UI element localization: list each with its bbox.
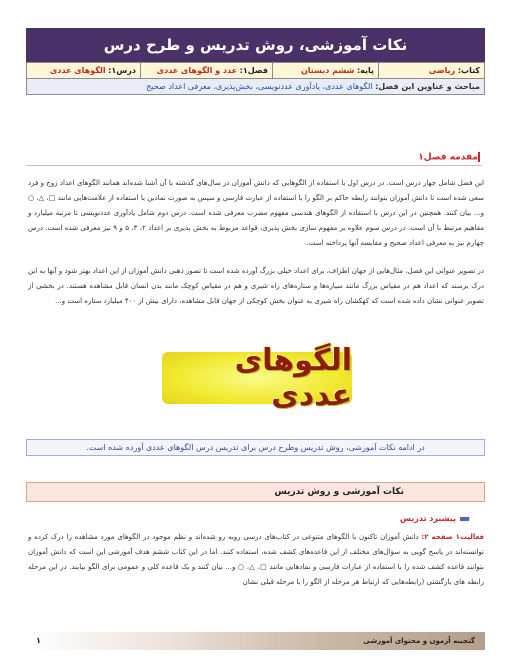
book-label: کتاب: <box>457 66 480 75</box>
page-title: نکات آموزشی، روش تدریس و طرح درس <box>26 28 485 62</box>
intro-heading-text: مقدمه فصل۱ <box>418 152 478 163</box>
topics-label: مباحث و عناوین این فصل: <box>375 82 480 91</box>
info-row-topics <box>27 79 485 95</box>
chapter-cell <box>141 63 273 79</box>
lesson-cell <box>27 63 141 79</box>
sub-heading: پیشبرد تدریس <box>399 514 456 523</box>
book-value: ریاضی <box>428 66 456 75</box>
teaching-paragraph <box>28 530 484 590</box>
intro-paragraph-1: این فصل شامل چهار درس است. در درس اول با استفاده از الگوهایی که دانش آموزان در سال‌های گذشته با آن آشنا شده‌اند همانند الگوهای اعداد زوج و فرد سعی شده است تا دانش آموزان بتوانند رابطه حاکم بر الگو را با استفاده از عبارت فارسی و سپس به صورت نمادین با استفاده از علامت‌هایی مانند □، △، ○ و... بیان کنند. همچنین در این درس با استفاده از الگوهای هندسی مفهوم مضرب معرفی شده است. درس دوم شامل یادآوری عددنویسی تا مرتبه میلیارد و مفاهیم مرتبط با آن است. در درس سوم علاوه بر مفهوم سازی بخش پذیری، قواعد مربوط به بخش پذیری بر اعداد ۲، ۳، ۵ و ۹ نیز معرفی شده است. درس چهارم نیز به معرفی اعداد صحیح و مقایسه آنها پرداخته است. <box>28 179 485 247</box>
topics-value: الگوهای عددی، یادآوری عددنویسی، بخش‌پذیری، معرفی اعداد صحیح <box>146 82 373 91</box>
banner-text: الگوهای عددی <box>234 343 352 413</box>
note-box: در ادامه نکات آموزشی، روش تدریس وطرح درس برای تدریس درس الگوهای عددی آورده شده است. <box>26 439 485 456</box>
activity-label: فعالیت۱ صفحه ۲: <box>421 533 485 541</box>
teaching-heading: نکات آموزشی و روش تدریس <box>26 482 485 502</box>
footer <box>26 632 485 650</box>
grade-value: ششم دبستان <box>300 66 355 75</box>
intro-heading-rule <box>26 165 482 166</box>
pencil-icon <box>460 514 470 524</box>
grade-label: پایه: <box>356 66 374 75</box>
intro-paragraph-2: در تصویر عنوانی این فصل، مثال‌هایی از جهان اطراف، برای اعداد خیلی بزرگ آورده شده است تا تصور ذهنی دانش آموزان از این اعداد بهتر شود و آنها به این درک برسند که اعداد هم در مقیاس بزرگ مانند سیاره‌ها و ستاره‌های راه شیری و هم در مقیاس کوچک مانند بدن انسان قابل مشاهده هستند. در بخشی از تصویر عنوانی نشان داده شده است که کهکشان راه شیری به عنوان بخش کوچکی از جهان قابل مشاهده، دارای بیش از ۴۰۰ میلیارد ستاره است و... <box>28 267 484 305</box>
chapter-value: عدد و الگوهای عددی <box>156 66 238 75</box>
page-number: ۱ <box>36 636 41 645</box>
info-row-meta <box>27 63 485 79</box>
lesson-label: درس۱: <box>108 66 136 75</box>
chapter-label: فصل۱: <box>239 66 268 75</box>
lesson-value: الگوهای عددی <box>50 66 106 75</box>
grade-cell <box>273 63 379 79</box>
book-cell <box>379 63 485 79</box>
teaching-paragraph-text: دانش آموزان تاکنون با الگوهای متنوعی در کتاب‌های درسی روبه رو شده‌اند و نظم موجود در الگوهای مورد مشاهده را درک کرده و توانسته‌اند در پاسخ گویی به سؤال‌های مختلف از این قاعده‌های کشف شده، استفاده کنند. اما در این کتاب ششم هدف آموزشی این است که دانش آموزان بتوانند قاعده کشف شده را با استفاده از عبارات فارسی و نمادهایی مانند □، △، ○ و... بیان کنند و یک قاعده کلی و عمومی برای الگو بیابند. در این مرحله رابطه های بازگشتی (رابطه‌هایی که ارتباط هر مرحله از الگو را با مرحله قبلی نشان <box>28 533 484 586</box>
chapter-banner <box>162 343 352 413</box>
topics-cell <box>27 79 485 95</box>
heading-bar <box>478 152 480 162</box>
intro-heading <box>418 152 482 163</box>
footer-title: گنجینه آزمون و محتوای آموزشی <box>363 637 475 645</box>
info-table <box>26 62 485 95</box>
